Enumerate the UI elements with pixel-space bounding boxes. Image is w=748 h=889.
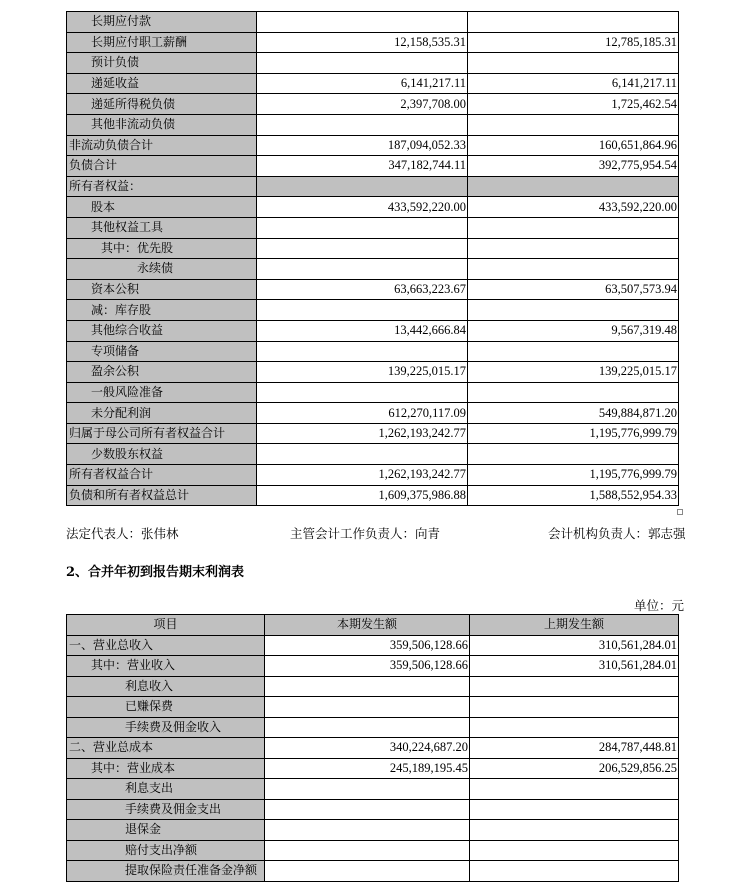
row-label: 盈余公积 [67,362,257,383]
row-label: 提取保险责任准备金净额 [67,861,265,882]
section-title: 2、合并年初到报告期末利润表 [66,565,245,580]
previous-value [468,238,679,259]
table-row [67,114,679,135]
current-value: 12,158,535.31 [257,32,468,53]
current-value [257,176,468,197]
table-row [67,635,679,656]
row-label: 二、营业总成本 [67,738,265,759]
table-row [67,53,679,74]
row-label: 其他非流动负债 [67,114,257,135]
header-current: 本期发生额 [265,615,470,636]
row-label: 其中：营业成本 [67,758,265,779]
table-row [67,217,679,238]
table-row [67,840,679,861]
table-row [67,197,679,218]
row-label: 所有者权益： [67,176,257,197]
previous-value: 12,785,185.31 [468,32,679,53]
current-value [257,53,468,74]
table-row [67,656,679,677]
current-value [257,341,468,362]
current-value [265,840,470,861]
previous-value [470,676,679,697]
table-row [67,485,679,506]
table-row [67,12,679,33]
row-label: 负债和所有者权益总计 [67,485,257,506]
previous-value: 6,141,217.11 [468,73,679,94]
unit-label: 单位：元 [633,598,684,613]
current-value: 1,262,193,242.77 [257,423,468,444]
current-value: 359,506,128.66 [265,656,470,677]
table-row [67,779,679,800]
previous-value: 1,195,776,999.79 [468,423,679,444]
row-label: 资本公积 [67,279,257,300]
previous-value [468,114,679,135]
income-statement-table [66,614,679,882]
previous-value: 310,561,284.01 [470,656,679,677]
row-label: 其中：优先股 [67,238,257,259]
table-row [67,465,679,486]
row-label: 手续费及佣金收入 [67,717,265,738]
table-row [67,382,679,403]
previous-value [470,717,679,738]
previous-value [470,861,679,882]
table-row [67,156,679,177]
previous-value [468,382,679,403]
previous-value [468,259,679,280]
table-row [67,423,679,444]
header-item: 项目 [67,615,265,636]
row-label: 负债合计 [67,156,257,177]
previous-value [468,176,679,197]
table-row [67,300,679,321]
row-label: 减：库存股 [67,300,257,321]
previous-value [470,779,679,800]
row-label: 一、营业总收入 [67,635,265,656]
row-label: 专项储备 [67,341,257,362]
row-label: 其中：营业收入 [67,656,265,677]
previous-value: 206,529,856.25 [470,758,679,779]
row-label: 利息收入 [67,676,265,697]
current-value: 359,506,128.66 [265,635,470,656]
previous-value: 549,884,871.20 [468,403,679,424]
current-value: 1,262,193,242.77 [257,465,468,486]
previous-value [468,444,679,465]
previous-value [470,697,679,718]
table-row [67,320,679,341]
current-value [257,114,468,135]
table-row [67,341,679,362]
row-label: 预计负债 [67,53,257,74]
previous-value: 9,567,319.48 [468,320,679,341]
current-value [257,382,468,403]
previous-value [470,799,679,820]
row-label: 其他权益工具 [67,217,257,238]
previous-value [468,341,679,362]
table-row [67,403,679,424]
table-row [67,259,679,280]
row-label: 归属于母公司所有者权益合计 [67,423,257,444]
row-label: 未分配利润 [67,403,257,424]
row-label: 长期应付职工薪酬 [67,32,257,53]
table-row [67,362,679,383]
current-value: 2,397,708.00 [257,94,468,115]
row-label: 退保金 [67,820,265,841]
row-label: 递延收益 [67,73,257,94]
row-label: 所有者权益合计 [67,465,257,486]
previous-value [468,217,679,238]
previous-value [468,12,679,33]
current-value: 187,094,052.33 [257,135,468,156]
row-label: 利息支出 [67,779,265,800]
current-value [265,676,470,697]
previous-value: 1,725,462.54 [468,94,679,115]
current-value: 1,609,375,986.88 [257,485,468,506]
current-value [257,300,468,321]
table-row [67,176,679,197]
table-row [67,820,679,841]
previous-value [470,840,679,861]
accounting-dept-head: 会计机构负责人：郭志强 [548,526,686,541]
row-label: 递延所得税负债 [67,94,257,115]
table-row [67,717,679,738]
balance-sheet-table [66,11,679,506]
current-value: 612,270,117.09 [257,403,468,424]
table-row [67,758,679,779]
current-value [265,779,470,800]
table-row [67,135,679,156]
table-row [67,279,679,300]
row-label: 非流动负债合计 [67,135,257,156]
previous-value: 160,651,864.96 [468,135,679,156]
table-row [67,32,679,53]
previous-value: 433,592,220.00 [468,197,679,218]
current-value [265,799,470,820]
table-header-row [67,615,679,636]
current-value [265,820,470,841]
table-row [67,799,679,820]
row-label: 长期应付款 [67,12,257,33]
table-row [67,676,679,697]
table-resize-handle [677,509,683,515]
row-label: 赔付支出净额 [67,840,265,861]
current-value: 433,592,220.00 [257,197,468,218]
previous-value: 1,195,776,999.79 [468,465,679,486]
table-row [67,444,679,465]
current-value: 245,189,195.45 [265,758,470,779]
table-row [67,738,679,759]
previous-value [470,820,679,841]
previous-value [468,53,679,74]
row-label: 手续费及佣金支出 [67,799,265,820]
legal-representative: 法定代表人：张伟林 [66,526,179,541]
table-row [67,861,679,882]
table-row [67,238,679,259]
previous-value: 284,787,448.81 [470,738,679,759]
table-row [67,697,679,718]
current-value: 347,182,744.11 [257,156,468,177]
current-value: 340,224,687.20 [265,738,470,759]
current-value [265,717,470,738]
previous-value: 1,588,552,954.33 [468,485,679,506]
previous-value: 63,507,573.94 [468,279,679,300]
current-value: 63,663,223.67 [257,279,468,300]
current-value [257,217,468,238]
current-value [257,444,468,465]
row-label: 已赚保费 [67,697,265,718]
row-label: 其他综合收益 [67,320,257,341]
current-value [257,238,468,259]
accounting-head: 主管会计工作负责人：向青 [290,526,441,541]
previous-value: 139,225,015.17 [468,362,679,383]
previous-value: 310,561,284.01 [470,635,679,656]
previous-value [468,300,679,321]
row-label: 少数股东权益 [67,444,257,465]
row-label: 永续债 [67,259,257,280]
current-value: 139,225,015.17 [257,362,468,383]
current-value [257,259,468,280]
current-value [265,697,470,718]
table-row [67,73,679,94]
previous-value: 392,775,954.54 [468,156,679,177]
current-value: 6,141,217.11 [257,73,468,94]
current-value [265,861,470,882]
current-value: 13,442,666.84 [257,320,468,341]
current-value [257,12,468,33]
row-label: 股本 [67,197,257,218]
table-row [67,94,679,115]
row-label: 一般风险准备 [67,382,257,403]
header-previous: 上期发生额 [470,615,679,636]
